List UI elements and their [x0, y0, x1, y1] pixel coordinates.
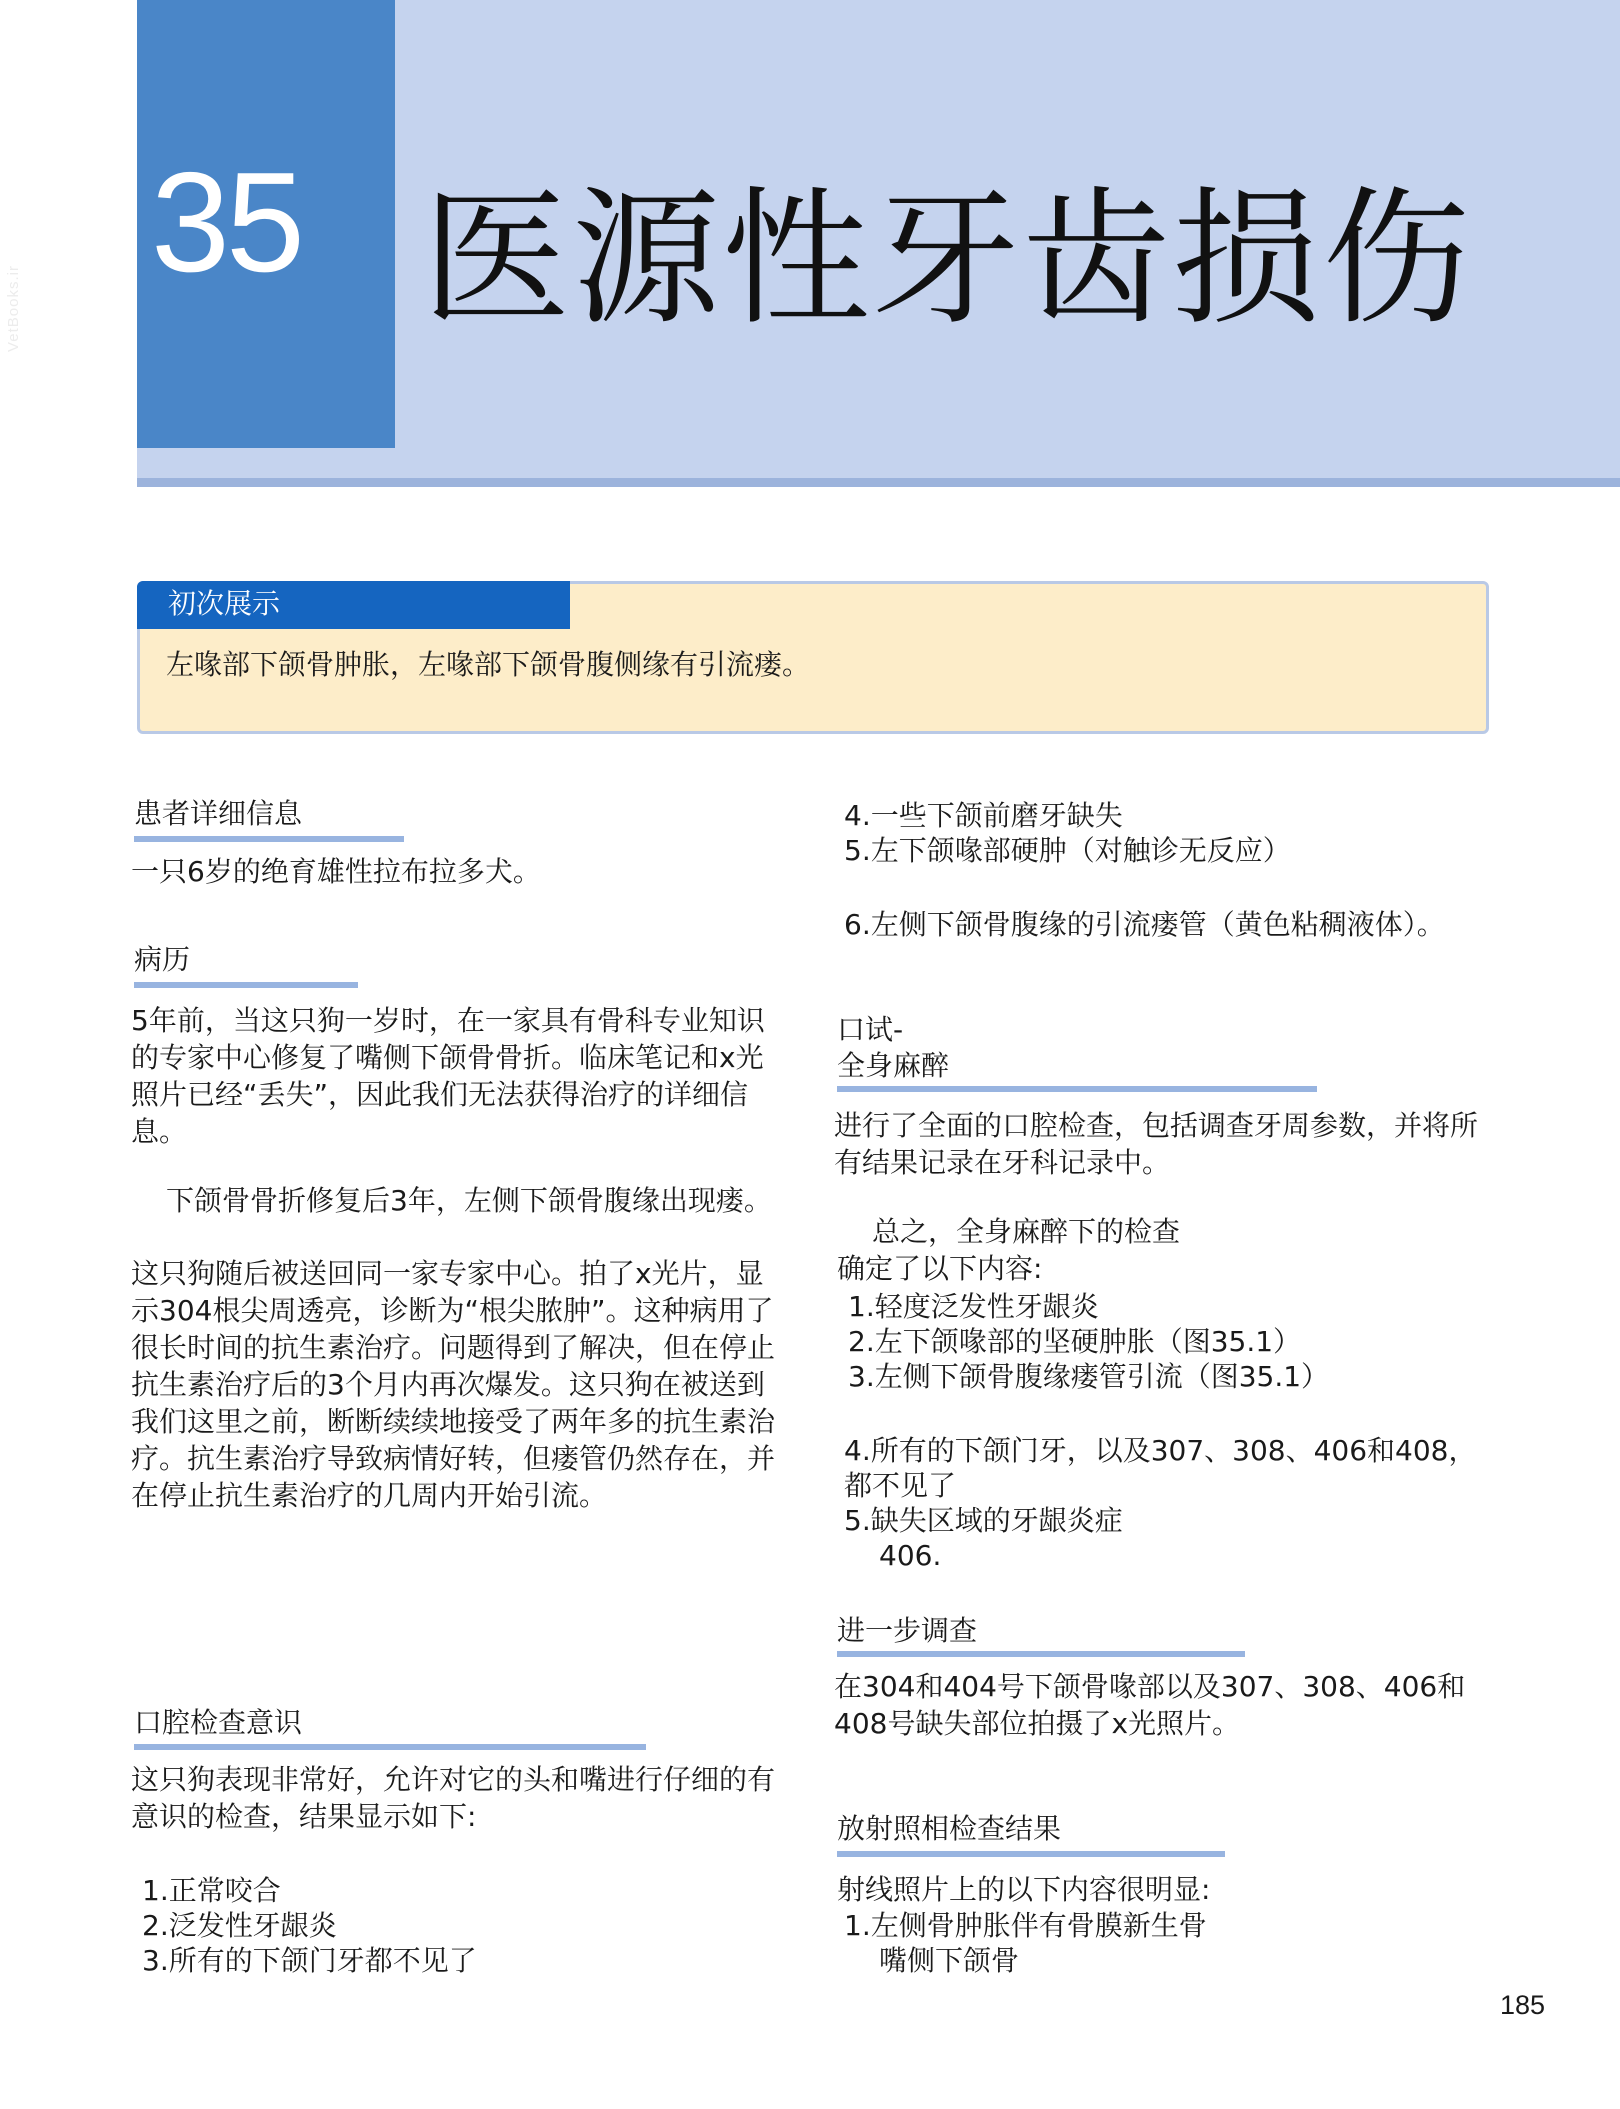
list-item: 5.缺失区域的牙龈炎症: [844, 1504, 1123, 1537]
page-number: 185: [1500, 1990, 1546, 2020]
radiographic-findings-heading: 放射照相检查结果: [837, 1812, 1062, 1845]
list-item: 1.左侧骨肿胀伴有骨膜新生骨: [844, 1909, 1207, 1942]
intro-tab-label: 初次展示: [168, 587, 281, 620]
patient-details-rule: [134, 836, 404, 842]
list-item: 都不见了: [844, 1469, 957, 1502]
header-rule: [137, 478, 1620, 487]
watermark: VetBooks.ir: [4, 265, 22, 352]
conscious-exam-heading: 口腔检查意识: [134, 1706, 303, 1739]
radiographic-findings-rule: [837, 1851, 1225, 1857]
list-item: 1.轻度泛发性牙龈炎: [848, 1290, 1099, 1323]
anaesthesia-summary-line1: 总之，全身麻醉下的检查: [872, 1215, 1181, 1248]
list-item: 4.一些下颌前磨牙缺失: [844, 799, 1123, 832]
further-investigation-heading: 进一步调查: [837, 1614, 978, 1647]
radiographic-findings-intro: 射线照片上的以下内容很明显:: [837, 1873, 1211, 1906]
anaesthesia-summary-line2: 确定了以下内容:: [837, 1252, 1043, 1285]
anaesthesia-paragraph-1: 进行了全面的口腔检查，包括调查牙周参数，并将所有结果记录在牙科记录中。: [834, 1109, 1479, 1179]
patient-details-text: 一只6岁的绝育雄性拉布拉多犬。: [131, 855, 541, 888]
history-rule: [134, 982, 358, 988]
list-item: 2.泛发性牙龈炎: [142, 1909, 337, 1942]
anaesthesia-findings-list-continued: [844, 1433, 1477, 1573]
chapter-title: 医源性牙齿损伤: [422, 173, 1472, 345]
conscious-exam-text: 这只狗表现非常好，允许对它的头和嘴进行仔细的有意识的检查，结果显示如下:: [131, 1763, 776, 1833]
patient-details-heading: 患者详细信息: [134, 797, 303, 830]
list-item: 3.所有的下颌门牙都不见了: [142, 1944, 477, 1977]
list-item: 1.正常咬合: [142, 1874, 281, 1907]
chapter-number: 35: [151, 143, 301, 302]
list-item: 2.左下颌喙部的坚硬肿胀（图35.1）: [848, 1325, 1302, 1358]
further-investigation-text: 在304和404号下颌骨喙部以及307、308、406和408号缺失部位拍摄了x光照片。: [834, 1670, 1466, 1740]
anaesthesia-heading-line1: 口试-: [837, 1013, 904, 1046]
intro-text: 左喙部下颌骨肿胀，左喙部下颌骨腹侧缘有引流瘘。: [166, 648, 811, 681]
history-heading: 病历: [134, 943, 191, 976]
list-item: 5.左下颌喙部硬肿（对触诊无反应）: [844, 834, 1291, 867]
anaesthesia-rule: [837, 1086, 1317, 1092]
anaesthesia-findings-list: [848, 1289, 1329, 1394]
list-item: 嘴侧下颌骨: [879, 1944, 1020, 1977]
history-paragraph-3: 这只狗随后被送回同一家专家中心。拍了x光片，显示304根尖周透亮，诊断为“根尖脓肿”。这种病用了很长时间的抗生素治疗。问题得到了解决，但在停止抗生素治疗后的3个月内再次爆发。这只狗在被送到我们这里之前，断断续续地接受了两年多的抗生素治疗。抗生素治疗导致病情好转，但瘘管仍然存在，并在停止抗生素治疗的几周内开始引流。: [131, 1257, 776, 1512]
anaesthesia-heading-line2: 全身麻醉: [837, 1049, 950, 1082]
list-item: 6.左侧下颌骨腹缘的引流瘘管（黄色粘稠液体）。: [844, 908, 1445, 941]
further-investigation-rule: [837, 1651, 1245, 1657]
conscious-exam-rule: [134, 1744, 646, 1750]
history-paragraph-1: 5年前，当这只狗一岁时，在一家具有骨科专业知识的专家中心修复了嘴侧下颌骨骨折。临床笔记和x光照片已经“丢失”，因此我们无法获得治疗的详细信息。: [131, 1004, 765, 1148]
list-item: 4.所有的下颌门牙，以及307、308、406和408，: [844, 1434, 1477, 1467]
history-paragraph-2: 下颌骨骨折修复后3年，左侧下颌骨腹缘出现瘘。: [166, 1184, 772, 1217]
list-item: 3.左侧下颌骨腹缘瘘管引流（图35.1）: [848, 1360, 1330, 1393]
radiographic-findings-list: [844, 1908, 1207, 1978]
list-item: 406.: [879, 1539, 942, 1572]
conscious-findings-list: [142, 1873, 477, 1978]
conscious-findings-list-continued: [844, 798, 1291, 868]
